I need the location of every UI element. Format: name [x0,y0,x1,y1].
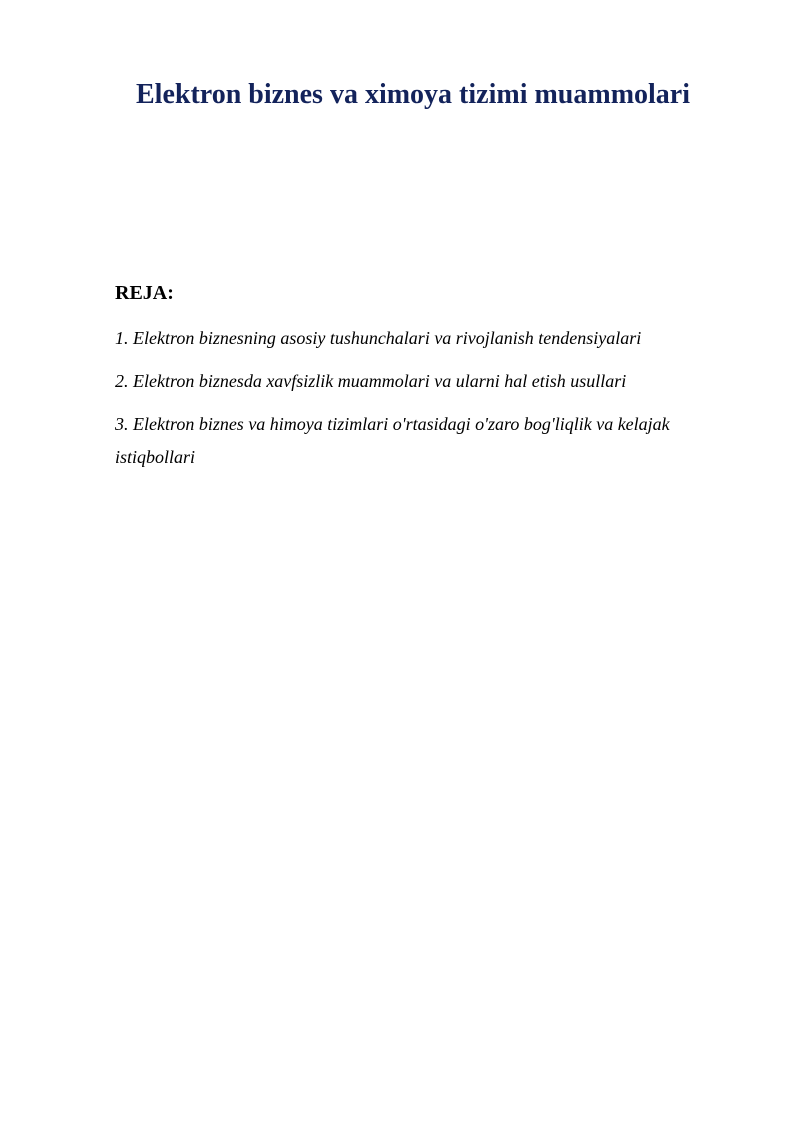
plan-item-2: 2. Elektron biznesda xavfsizlik muammolari va ularni hal etish usullari [115,371,627,391]
plan-list [115,322,715,474]
plan-item-3: 3. Elektron biznes va himoya tizimlari o'rtasidagi o'zaro bog'liqlik va kelajak istiqbollari [115,414,670,467]
plan-item-1: 1. Elektron biznesning asosiy tushunchalari va rivojlanish tendensiyalari [115,328,642,348]
plan-section [115,280,715,484]
plan-heading: REJA: [115,282,174,304]
document-title: Elektron biznes va ximoya tizimi muammolari [136,79,690,110]
